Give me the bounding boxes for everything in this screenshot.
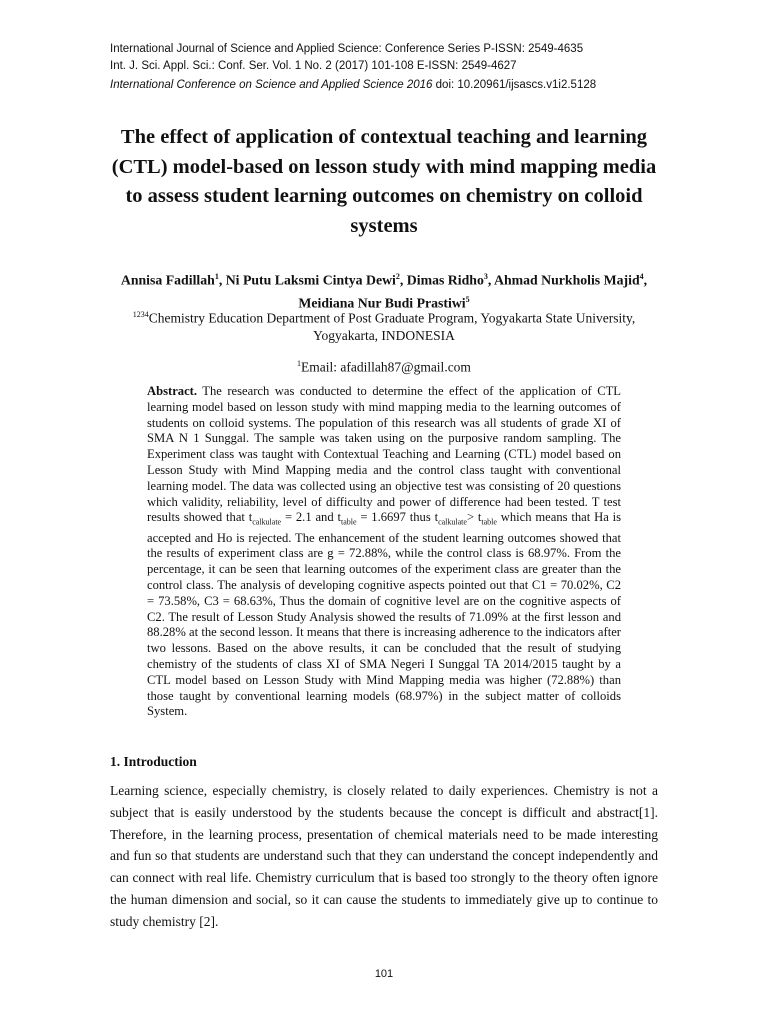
author-affil-sup: 1 (214, 272, 219, 281)
abstract-text: The research was conducted to determine the effect of the application of CTL learning model based on lesson study with mind mapping media to the learning outcomes of students on colloid systems. The population of this research was all students of grade XI of SMA N 1 Sunggal. The sample was taken using on the purposive random sampling. The Experiment class was taught with Contextual Teaching and Learning (CTL) model based on Lesson Study with Mind Mapping media and the control class taught with conventional learning model. The data was collected using an objective test was consisting of 20 questions which validity, reliability, level of difficulty and power of difference had been tested. T test results showed that t (147, 384, 621, 525)
eissn: E-ISSN: 2549-4627 (416, 60, 517, 72)
subscript: calkulate (438, 517, 467, 527)
abstract-text: = 2.1 and t (281, 510, 341, 525)
email-text: Email: afadillah87@gmail.com (301, 359, 471, 375)
email-sup: 1 (297, 359, 302, 368)
body-paragraph: Learning science, especially chemistry, is closely related to daily experiences. Chemistry is not a subject that is easily understood by the students because the concept is difficult and abstract[1]. Therefore, in the learning process, presentation of chemical materials need to be made interesting and fun so that students are understand such that they can understand the concept independently and can connect with real life. Chemistry curriculum that is based too strongly to the theory often ignore the human dimension and social, so it can cause the students to immediately give up to continue to study chemistry [2]. (110, 783, 658, 929)
author-affil-sup: 5 (465, 294, 470, 304)
affiliation-sup: 1234 (132, 310, 149, 319)
author-name: Annisa Fadillah (120, 272, 215, 288)
abstract-label: Abstract. (147, 384, 198, 398)
section-heading: 1. Introduction (110, 754, 197, 769)
author-name: , Ni Putu Laksmi Cintya Dewi (218, 272, 396, 288)
author-name: , Ahmad Nurkholis Majid (487, 272, 640, 288)
abstract-text: > t (466, 510, 482, 525)
journal-name: International Journal of Science and Applied Science: Conference Series (110, 43, 481, 55)
page-number: 101 (374, 968, 394, 980)
doi: doi: 10.20961/ijsascs.v1i2.5128 (435, 79, 597, 91)
pissn: P-ISSN: 2549-4635 (483, 43, 584, 55)
paper-title: The effect of application of contextual teaching and learning (CTL) model-based on lesson study with mind mapping media to assess student learning outcomes on chemistry on colloid systems (111, 126, 657, 237)
running-header-journal (110, 42, 658, 57)
subscript: calkulate (252, 517, 282, 527)
author-affil-sup: 3 (483, 272, 488, 281)
subscript: table (481, 517, 497, 527)
subscript: table (340, 517, 357, 527)
conference-name: International Conference on Science and Applied Science 2016 (110, 79, 433, 91)
author-name: , Dimas Ridho (399, 272, 484, 288)
running-header-citation (110, 59, 658, 74)
citation: Int. J. Sci. Appl. Sci.: Conf. Ser. Vol. 1 No. 2 (2017) 101-108 (110, 60, 414, 72)
abstract-text: = 1.6697 thus t (356, 510, 439, 525)
running-header-conference (110, 78, 658, 93)
affiliation-text: Chemistry Education Department of Post Graduate Program, Yogyakarta State University, Yogyakarta, INDONESIA (148, 310, 636, 343)
abstract (147, 384, 621, 720)
email-line (110, 355, 658, 376)
author-affil-sup: 4 (639, 272, 644, 281)
abstract-text: which means that Ha is accepted and Ho is rejected. The enhancement of the student learning outcomes showed that the results of experiment class are g = 72.88%, while the control class is 68.97%. From the percentage, it can be seen that learning outcomes of the experiment class are greater than the control class. The analysis of developing cognitive aspects pointed out that C1 = 70.02%, C2 = 73.58%, C3 = 68.63%, Thus the domain of cognitive level are on the cognitive aspects of C2. The result of Lesson Study Analysis showed the results of 71.09% at the first lesson and 88.28% at the second lesson. It means that there is increasing adherence to the indicators after two lessons. Based on the above results, it can be concluded that the result of studying chemistry of the students of class XI of SMA Negeri I Sunggal TA 2014/2015 taught by a CTL model based on Lesson Study with Mind Mapping media was higher (72.88%) than those taught by conventional learning models (68.97%) in the subject matter of colloids System. (147, 510, 622, 719)
author-affil-sup: 2 (395, 272, 400, 281)
affiliation (110, 306, 658, 344)
author-name: , Meidiana Nur Budi Prastiwi (298, 272, 648, 311)
